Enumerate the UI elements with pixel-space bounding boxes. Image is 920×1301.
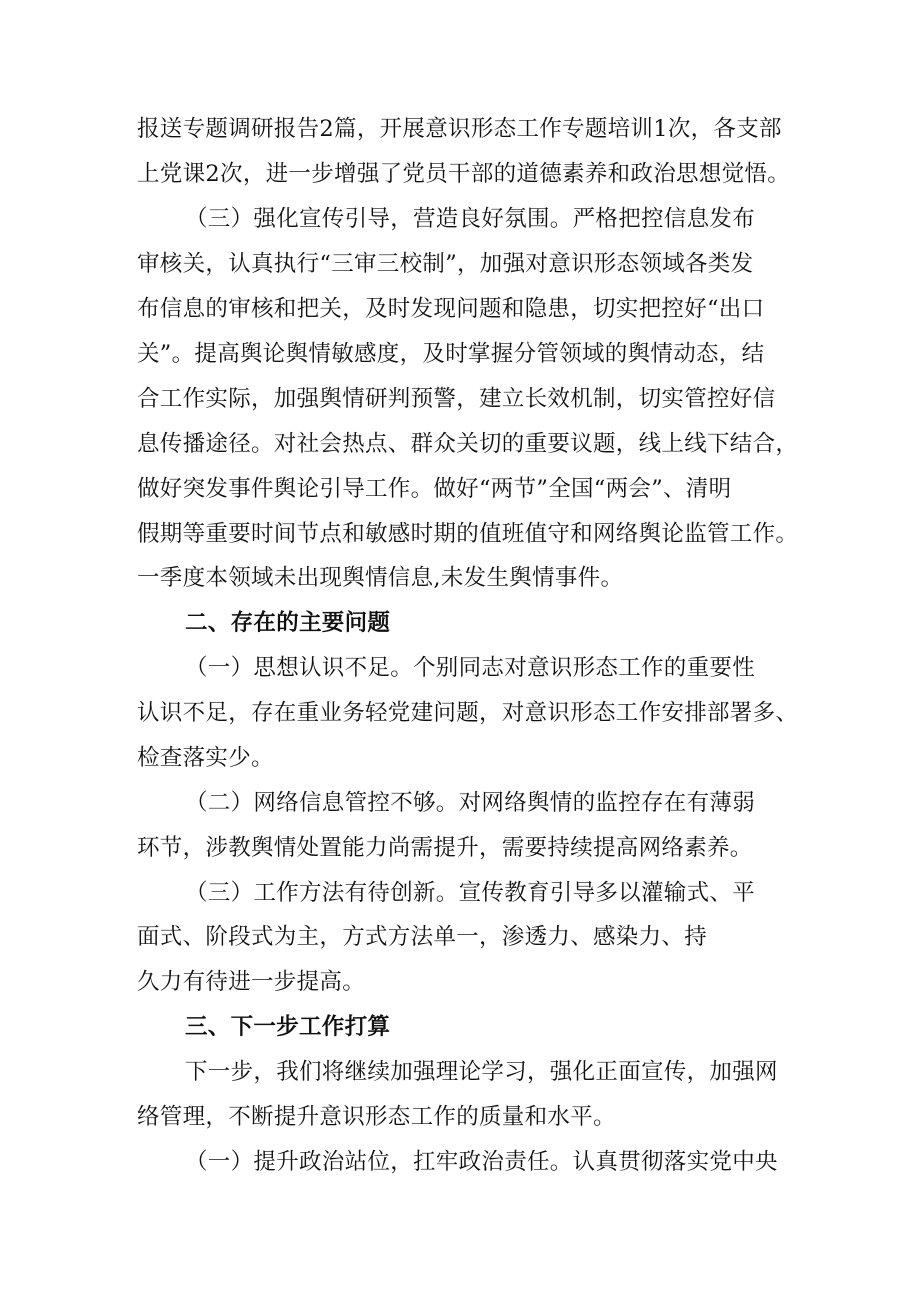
body-text-line: 报送专题调研报告2篇，开展意识形态工作专题培训1次，各支部 — [137, 116, 782, 142]
body-text-line: 审核关，认真执行“三审三校制”，加强对意识形态领域各类发 — [137, 251, 754, 277]
body-text-line: 认识不足，存在重业务轻党建问题，对意识形态工作安排部署多、 — [137, 700, 799, 726]
body-text-line: 上党课2次，进一步增强了党员干部的道德素养和政治思想觉悟。 — [137, 161, 791, 187]
body-text-line: 面式、阶段式为主，方式方法单一，渗透力、感染力、持 — [137, 924, 708, 950]
body-text-line: 关”。提高舆论舆情敏感度，及时掌握分管领域的舆情动态，结 — [137, 341, 765, 367]
body-text-line: 合工作实际，加强舆情研判预警，建立长效机制，切实管控好信 — [137, 386, 776, 412]
body-text-line: 息传播途径。对社会热点、群众关切的重要议题，线上线下结合， — [137, 431, 799, 457]
body-text-line: 一季度本领域未出现舆情信息,未发生舆情事件。 — [137, 565, 624, 591]
body-text-line: 久力有待进一步提高。 — [137, 969, 366, 995]
body-text-line: 检查落实少。 — [137, 745, 274, 771]
body-text-line: 假期等重要时间节点和敏感时期的值班值守和网络舆论监管工作。 — [137, 521, 799, 547]
body-text-line: 做好突发事件舆论引导工作。做好“两节”全国“两会”、清明 — [137, 476, 732, 502]
paragraph-first-line: （三）强化宣传引导，营造良好氛围。严格把控信息发布 — [185, 206, 756, 232]
body-text-line: 布信息的审核和把关，及时发现问题和隐患，切实把控好“出口 — [137, 296, 765, 322]
body-text-line: 环节，涉教舆情处置能力尚需提升，需要持续提高网络素养。 — [137, 835, 753, 861]
body-text-line: 络管理，不断提升意识形态工作的质量和水平。 — [137, 1104, 616, 1130]
section-heading: 二、存在的主要问题 — [185, 610, 391, 636]
paragraph-first-line: （一）提升政治站位，扛牢政治责任。认真贯彻落实党中央 — [185, 1149, 778, 1175]
paragraph-first-line: （三）工作方法有待创新。宣传教育引导多以灌输式、平 — [185, 880, 756, 906]
paragraph-first-line: （一）思想认识不足。个别同志对意识形态工作的重要性 — [185, 655, 756, 681]
section-heading: 三、下一步工作打算 — [185, 1014, 391, 1040]
paragraph-first-line: 下一步，我们将继续加强理论学习，强化正面宣传，加强网 — [185, 1059, 778, 1085]
paragraph-first-line: （二）网络信息管控不够。对网络舆情的监控存在有薄弱 — [185, 790, 756, 816]
